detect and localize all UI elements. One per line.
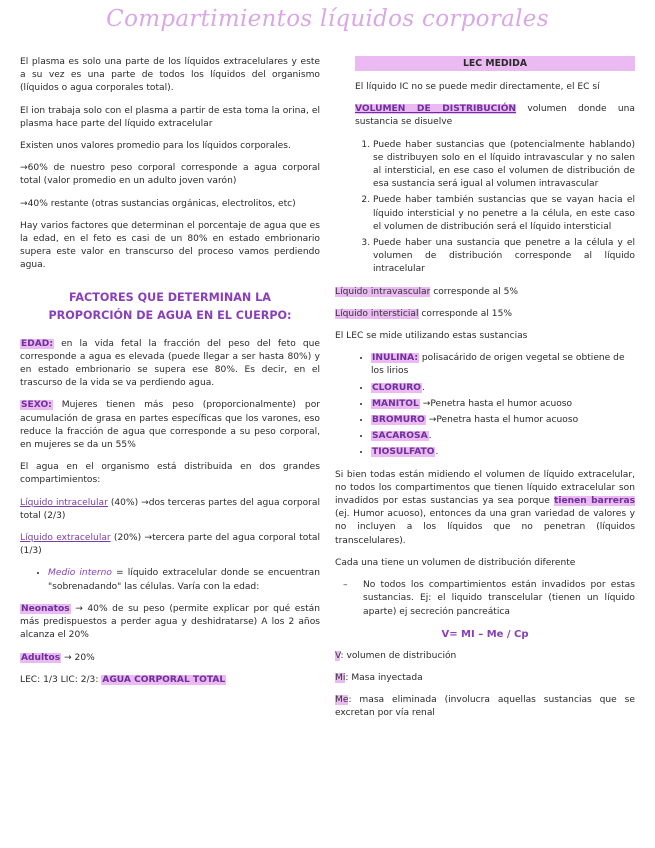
lic-text: (40%) →dos terceras partes del agua corporal total (2/3) [20, 497, 320, 521]
intersticial-text: corresponde al 15% [418, 308, 512, 319]
formula: V= MI – Me / Cp [441, 628, 529, 640]
total-prefix: LEC: 1/3 LIC: 2/3: [20, 674, 102, 685]
substance-name: TIOSULFATO [372, 447, 435, 458]
substances-list [335, 352, 635, 459]
me-text: : masa eliminada (involucra aquellas sustancias que se excretan por vía renal [335, 695, 635, 719]
paragraph-transcelular: – No todos los compartimientos están invadidos por estas sustancias. Ej: el liquido transcelular (tienen un líquido aparte) ej secreción pancreática [335, 579, 635, 619]
substance-text: →Penetra hasta el humor acuoso [425, 415, 579, 426]
edad-text: en la vida fetal la fracción del peso del feto que corresponde a agua es elevada (puede llegar a ser hasta 80%) y en estado embrionario se supera ese 80%. Es decir, en el trascurso de la vida se va perdiendo agua. [20, 338, 320, 389]
substance-text: . [428, 431, 432, 442]
neonatos-text: → 40% de su peso (permite explicar por qué están más predispuestos a perder agua y deshidratarse) A los 2 años alcanza el 20% [20, 603, 320, 641]
list-item [371, 398, 635, 411]
paragraph-mi [335, 672, 635, 685]
list-item [371, 382, 635, 395]
v-text: : volumen de distribución [340, 650, 457, 661]
distribution-list [335, 139, 635, 277]
page-title: Compartimientos líquidos corporales [106, 6, 549, 32]
vd-label: VOLUMEN DE DISTRIBUCIÓN [355, 104, 517, 115]
substance-name: BROMURO [372, 415, 425, 426]
sexo-label: SEXO: [21, 400, 52, 411]
barreras-text-c: (ej. Humor acuoso), entonces da una gran variedad de valores y no incluyen a los líquidos que no penetran (líquidos transcelulares). [335, 509, 635, 546]
list-item: 1. Puede haber sustancias que (potencialmente hablando) se distribuyen solo en el líquido intravascular y no salen al intersticial, en ese caso el volumen de distribución de esa sustancia será igual al volumen intravascular [373, 139, 635, 192]
paragraph-distribucion: El agua en el organismo está distribuida en dos grandes compartimientos: [20, 462, 320, 486]
paragraph-sexo [20, 399, 320, 452]
mi-text: : Masa inyectada [345, 672, 423, 683]
adultos-text: → 20% [61, 652, 95, 663]
left-column [20, 56, 320, 696]
v-label: V [335, 650, 341, 661]
substance-text: →Penetra hasta el humor acuoso [419, 398, 573, 409]
intravascular-text: corresponde al 5% [430, 286, 519, 297]
neonatos-label: Neonatos [21, 603, 70, 614]
me-label: Me [335, 695, 349, 706]
lec-text: (20%) →tercera parte del agua corporal total (1/3) [20, 533, 320, 557]
adultos-label: Adultos [21, 652, 61, 663]
sexo-text: Mujeres tienen más peso (proporcionalmente) por acumulación de grasa en partes específicas que los varones, eso reduce la fracción de agua que corresponde a su peso corporal, en mujeres se da un 55% [20, 400, 320, 451]
barreras-text-a: Si bien todas están midiendo el volumen de líquido extracelular, no todos los compartimentos que tienen líquido extracelular son invadidos por estas sustancias ya sea porque [335, 469, 635, 507]
substance-name: INULINA: [372, 353, 419, 364]
list-item [371, 414, 635, 427]
medio-list [20, 567, 320, 593]
paragraph-valores: Existen unos valores promedio para los líquidos corporales. [20, 141, 291, 152]
paragraph-intravascular [335, 286, 635, 299]
paragraph-plasma: El plasma es solo una parte de los líquidos extracelulares y este a su vez es una parte de todos los líquidos del organismo (líquidos o agua corporales total). [20, 57, 320, 94]
paragraph-lec-mide: El LEC se mide utilizando estas sustancias [335, 331, 528, 342]
section-title [20, 289, 320, 325]
list-item [371, 446, 635, 459]
lic-label: Líquido intracelular [20, 497, 108, 508]
paragraph-ic: El líquido IC no se puede medir directamente, el EC sí [355, 82, 600, 92]
list-item [371, 430, 635, 443]
list-item: 2. Puede haber también sustancias que se vayan hacia el líquido intersticial y no penetre a la célula, en este caso el volumen de distribución será el líquido intersticial [373, 194, 635, 234]
substance-name: SACAROSA [372, 431, 428, 442]
edad-label: EDAD: [21, 338, 53, 349]
intravascular-label: Líquido intravascular [335, 286, 431, 297]
paragraph-me [335, 694, 635, 720]
medio-label: Medio interno [48, 568, 112, 579]
paragraph-lic [20, 497, 320, 523]
paragraph-lec [20, 532, 320, 558]
paragraph-neonatos [20, 603, 320, 643]
mi-label: Mi [335, 672, 346, 683]
intersticial-label: Líquido intersticial [335, 308, 419, 319]
list-item [371, 352, 635, 378]
paragraph-barreras [335, 469, 635, 548]
paragraph-v [335, 650, 635, 663]
list-item: 3. Puede haber una sustancia que penetre a la célula y el volumen de distribución corresponde al líquido intracelular [373, 237, 635, 277]
paragraph-total [20, 674, 320, 687]
section-title-line-2: PROPORCIÓN DE AGUA EN EL CUERPO: [48, 308, 292, 322]
vd-text: volumen donde una sustancia se disuelve [355, 104, 635, 128]
list-item [48, 567, 320, 593]
lec-medida-header: LEC MEDIDA [355, 56, 635, 71]
paragraph-intersticial [335, 308, 635, 321]
paragraph-volumen: Cada una tiene un volumen de distribución diferente [335, 557, 576, 568]
paragraph-edad [20, 338, 320, 391]
paragraph-vd [335, 103, 635, 129]
right-column [335, 56, 635, 730]
substance-text: polisacárido de origen vegetal se obtiene de los lirios [371, 353, 625, 377]
paragraph-40: →40% restante (otras sustancias orgánicas, electrolitos, etc) [20, 198, 296, 209]
substance-text: . [435, 447, 439, 458]
lec-label: Líquido extracelular [20, 533, 111, 544]
paragraph-ion: El ion trabaja solo con el plasma a partir de esta toma la orina, el plasma hace parte del líquido extracelular [20, 105, 320, 129]
paragraph-factores: Hay varios factores que determinan el porcentaje de agua que es la edad, en el feto es casi de un 80% en estado embrionario supera este valor en transcurso del proceso vamos perdiendo agua. [20, 220, 320, 271]
medio-text: = líquido extracelular donde se encuentran "sobrenadando" las células. Varía con la edad: [48, 568, 320, 592]
paragraph-60: →60% de nuestro peso corporal corresponde a agua corporal total (valor promedio en un adulto joven varón) [20, 163, 320, 187]
substance-name: MANITOL [372, 398, 419, 409]
substance-text: . [422, 382, 425, 393]
section-title-line-1: FACTORES QUE DETERMINAN LA [69, 290, 271, 304]
total-label: AGUA CORPORAL TOTAL [102, 674, 226, 685]
paragraph-adultos [20, 652, 320, 665]
substance-name: CLORURO [372, 382, 421, 393]
barreras-label: tienen barreras [553, 496, 635, 507]
